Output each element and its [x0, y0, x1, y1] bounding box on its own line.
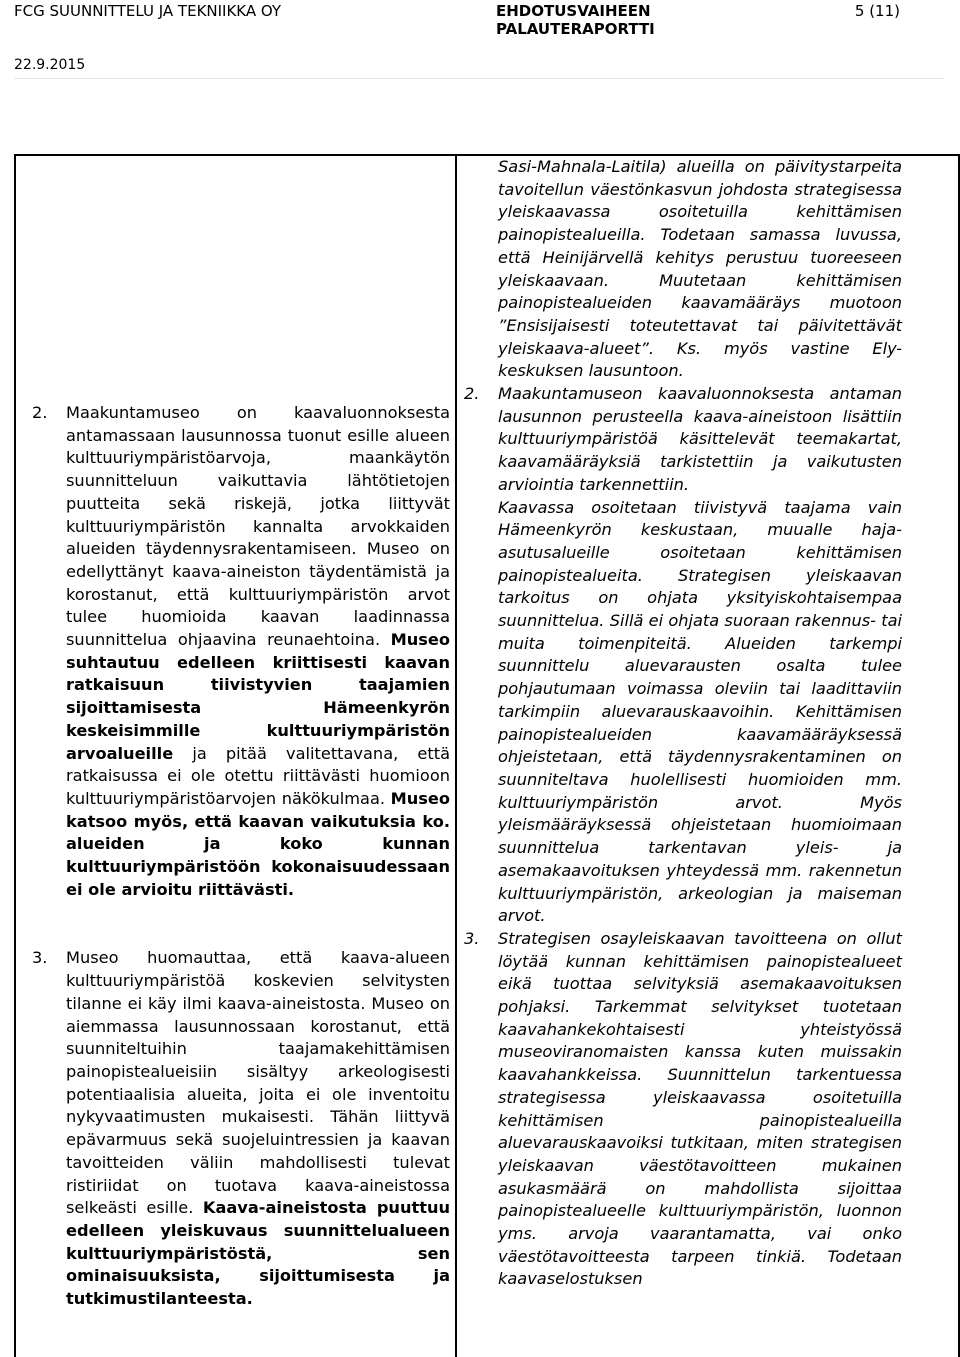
document-type-line1: EHDOTUSVAIHEEN [496, 2, 651, 20]
statement-bold-text: Kaava-aineistosta puuttuu edelleen yleiskuvaus suunnittelualueen kulttuuriympäristöstä, sen ominaisuuksista, sijoittumisesta ja tutkimustilanteesta. [66, 1198, 450, 1309]
document-date: 22.9.2015 [14, 57, 86, 73]
response-paragraph: Kaavassa osoitetaan tiivistyvä taajama vain Hämeenkyrön keskustaan, muualle haja-asutusalueille osoitetaan kehittämisen painopistealueita. Strategisen yleiskaavan tarkoitus on ohjata yksityiskohtaisempaa suunnittelua. Sillä ei ohjata suoraan rakennus- tai muita toimenpiteitä. Alueiden tarkempi suunnittelu aluevarausten osalta tulee pohjautumaan voimassa oleviin tai laadittaviin tarkimpiin aluevarauskaavoihin. Kehittämisen painopistealueiden kaavamääräyksessä ohjeistetaan, että täydennysrakentaminen on suunniteltava huolellisesti huomioiden mm. kulttuuriympäristön arvot. Myös yleismääräyksessä ohjeistetaan huomioimaan suunnittelua tarkentavan yleis- ja asemakaavoituksen yhteydessä mm. rakennetun kulttuuriympäristön, arkeologian ja maiseman arvot. [498, 497, 902, 926]
statement-paragraph [66, 947, 450, 1310]
item-number: 3. [464, 928, 480, 948]
document-type-line2: PALAUTERAPORTTI [496, 20, 655, 38]
statement-bold-text: Museo katsoo myös, että kaavan vaikutuksia ko. alueiden ja koko kunnan kulttuuriympäristöön kokonaisuudessaan ei ole arvioitu riittävästi. [66, 788, 450, 899]
statement-item-3 [32, 947, 450, 1310]
item-number: 2. [464, 384, 480, 404]
table-column-divider [455, 154, 457, 1357]
feedback-table [14, 154, 960, 1357]
item-number: 2. [32, 403, 48, 422]
statement-text: Museo huomauttaa, että kaava-alueen kulttuuriympäristöä koskevien selvitysten tilanne ei käy ilmi kaava-aineistosta. Museo on aiemmassa lausunnossaan korostanut, että suunniteltuihin taajamakehittämisen painopistealueisiin sisältyy arkeologisesti potentiaalisia alueita, joita ei ole inventoitu nykyvaatimusten mukaisesti. Tähän liittyvä epävarmuus sekä suojeluintressien ja kaavan tavoitteiden väliin mahdollisesti tulevat ristiriidat on tuotava kaava-aineistossa selkeästi esille. [66, 948, 450, 1218]
statement-text: ja pitää valitettavana, että ratkaisussa ei ole otettu riittävästi huomioon kulttuuriympäristöarvojen näkökulmaa. [66, 743, 450, 808]
response-item-2 [464, 383, 902, 928]
response-paragraph: Strategisen osayleiskaavan tavoitteena on ollut löytää kunnan kehittämisen painopistealueet eikä tuottaa selvityksiä asemakaavoituksen pohjaksi. Tarkemmat selvitykset tuotetaan kaavahankekohtaisesti yhteistyössä museoviranomaisten kanssa kuten muissakin kaavahankkeissa. Suunnittelun tarkentuessa strategisessa yleiskaavassa osoitetuilla kehittämisen painopistealueilla aluevarauskaavoiksi tutkitaan, miten strategisen yleiskaavan väestötavoitteen mukainen asukasmäärä on mahdollista sijoittaa painopistealueelle kulttuuriympäristön, luonnon yms. arvoja vaarantamatta, vai onko väestötavoitteesta tarpeen tinkiä. Todetaan kaavaselostuksen [498, 928, 902, 1289]
page-header [0, 0, 960, 80]
statement-item-2 [32, 402, 450, 901]
page-number: 5 (11) [854, 2, 900, 20]
response-column [464, 156, 902, 1291]
response-paragraph: Maakuntamuseon kaavaluonnoksesta antaman lausunnon perusteella kaava-aineistoon lisättiin kulttuuriympäristöä käsittelevät teemakartat, kaavamääräyksiä tarkistettiin ja vaikutusten arviointia tarkennettiin. [498, 384, 902, 494]
header-divider [14, 78, 944, 79]
statement-paragraph [66, 402, 450, 901]
statement-bold-text: Museo suhtautuu edelleen kriittisesti kaavan ratkaisuun tiivistyvien taajamien sijoittamisesta Hämeenkyrön keskeisimmille kulttuuriympäristön arvoalueille [66, 630, 450, 763]
spacer [32, 901, 450, 947]
item-number: 3. [32, 948, 48, 968]
statement-text: Maakuntamuseo on kaavaluonnoksesta antamassaan lausunnossa tuonut esille alueen kulttuuriympäristöarvoja, maankäytön suunnitteluun vaikuttavia lähtötietojen puutteita sekä riskejä, jotka liittyvät kulttuuriympäristön kannalta arvokkaiden alueiden täydennysrakentamiseen. Museo on edellyttänyt kaava-aineiston täydentämistä ja korostanut, että kulttuuriympäristön arvot tulee huomioida kaavan laadinnassa suunnittelua ohjaavina reunaehtoina. [66, 403, 450, 650]
response-intro: Sasi-Mahnala-Laitila) alueilla on päivitystarpeita tavoitellun väestönkasvun johdosta strategisessa yleiskaavassa osoitetuilla kehittämisen painopistealueilla. Todetaan samassa luvussa, että Heinijärvellä kehitys perustuu tuoreeseen yleiskaavaan. Muutetaan kehittämisen painopistealueiden kaavamääräys muotoon ”Ensisijaisesti toteutettavat tai päivitettävät yleiskaava-alueet”. Ks. myös vastine Ely-keskuksen lausuntoon. [498, 157, 902, 381]
table-left-border [14, 154, 16, 1357]
document-type [496, 2, 655, 38]
response-item-3 [464, 928, 902, 1291]
company-name: FCG SUUNNITTELU JA TEKNIIKKA OY [14, 2, 282, 20]
statement-column [32, 402, 450, 1311]
